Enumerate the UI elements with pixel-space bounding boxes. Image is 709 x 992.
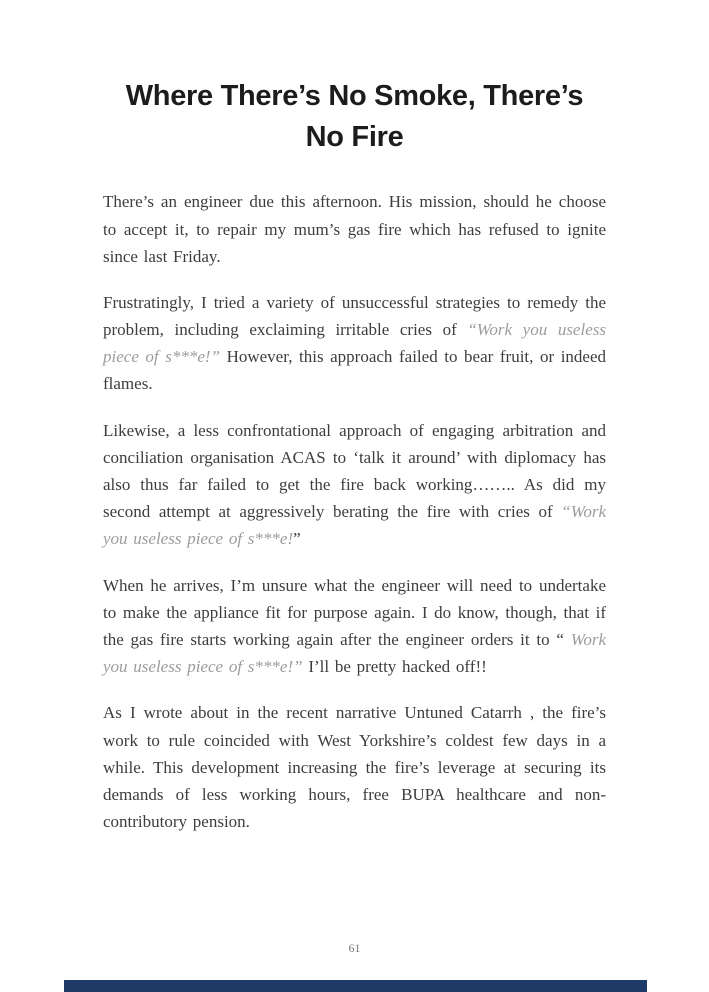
page-number: 61: [348, 941, 361, 955]
paragraph-text: However, this approach failed to bear fruit, or indeed flames.: [103, 347, 607, 394]
paragraph: [103, 289, 606, 398]
page-title: Where There’s No Smoke, There’s No Fire: [125, 80, 584, 154]
paragraph-text: There’s an engineer due this afternoon. His mission, should he choose to accept it, to repair my mum’s gas fire which has refused to ignite since last Friday.: [103, 192, 606, 266]
paragraph: [103, 188, 606, 270]
paragraph: [103, 417, 606, 553]
quoted-exclamation: “Work you useless piece of s***e!: [103, 502, 606, 549]
paragraphs: [103, 188, 606, 835]
quoted-exclamation: “Work you useless piece of s***e!”: [103, 320, 606, 367]
paragraph-text: I’ll be pretty hacked off!!: [302, 657, 487, 677]
paragraph-text: ”: [293, 529, 301, 549]
quoted-exclamation: Work you useless piece of s***e!”: [103, 629, 606, 677]
footer-bar: [64, 980, 647, 992]
paragraph: [103, 572, 606, 681]
paragraph-text: Likewise, a less confrontational approach of engaging arbitration and conciliation organisation ACAS to ‘talk it around’ with diplomacy has also thus far failed to get the fire back working…….. As did my second attempt at aggressively berating the fire with cries of: [103, 420, 606, 522]
paragraph-text: Frustratingly, I tried a variety of unsuccessful strategies to remedy the problem, including exclaiming irritable cries of: [103, 292, 606, 340]
paragraph-text: When he arrives, I’m unsure what the engineer will need to undertake to make the appliance fit for purpose again. I do know, though, that if the gas fire starts working again after the engineer orders it to “: [103, 575, 606, 649]
paragraph-text: As I wrote about in the recent narrative Untuned Catarrh , the fire’s work to rule coincided with West Yorkshire’s coldest few days in a while. This development increasing the fire’s leverage at securing its demands of less working hours, free BUPA healthcare and non-contributory pension.: [103, 703, 606, 832]
paragraph: [103, 699, 606, 835]
